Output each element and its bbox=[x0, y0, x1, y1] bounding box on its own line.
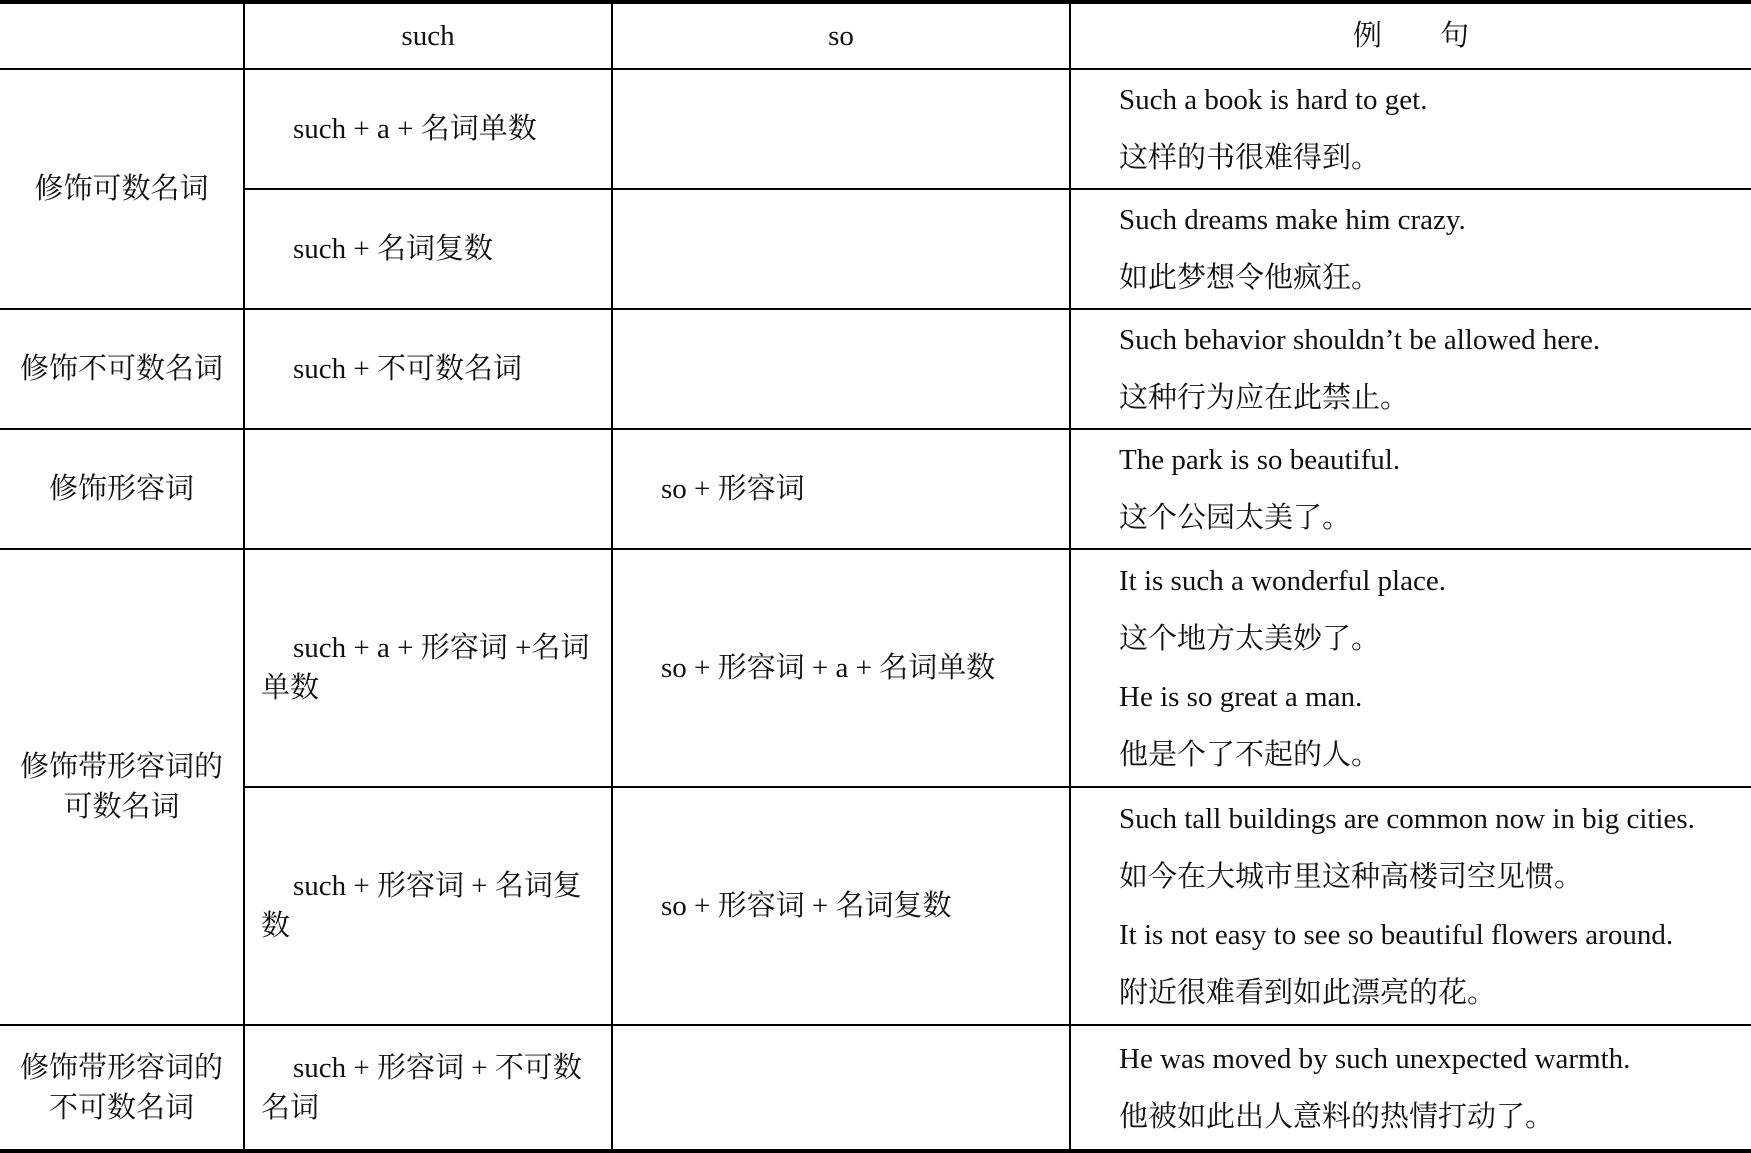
table-row bbox=[0, 309, 1751, 429]
row-label: 修饰带形容词的可数名词 bbox=[0, 549, 244, 1025]
table-row bbox=[0, 429, 1751, 549]
row-label: 修饰形容词 bbox=[0, 429, 244, 549]
so-form bbox=[612, 1025, 1070, 1151]
such-form: such + 形容词 + 不可数名词 bbox=[244, 1025, 612, 1151]
so-form: so + 形容词 + a + 名词单数 bbox=[612, 549, 1070, 787]
examples bbox=[1070, 429, 1751, 549]
so-form bbox=[612, 189, 1070, 309]
row-label: 修饰不可数名词 bbox=[0, 309, 244, 429]
example-en: It is such a wonderful place. bbox=[1119, 565, 1446, 597]
header-so: so bbox=[612, 2, 1070, 69]
header-row bbox=[0, 2, 1751, 69]
example-en: Such tall buildings are common now in big cities. bbox=[1119, 803, 1695, 835]
such-form: such + 名词复数 bbox=[244, 189, 612, 309]
table-row bbox=[0, 549, 1751, 787]
example-zh: 附近很难看到如此漂亮的花。 bbox=[1119, 977, 1497, 1009]
example-zh: 他是个了不起的人。 bbox=[1119, 739, 1381, 771]
example-en: The park is so beautiful. bbox=[1119, 444, 1401, 476]
header-such: such bbox=[244, 2, 612, 69]
such-form: such + 形容词 + 名词复数 bbox=[244, 787, 612, 1025]
so-form: so + 形容词 bbox=[612, 429, 1070, 549]
example-zh: 如此梦想令他疯狂。 bbox=[1119, 262, 1381, 294]
example-zh: 如今在大城市里这种高楼司空见惯。 bbox=[1119, 861, 1584, 893]
example-zh: 这样的书很难得到。 bbox=[1119, 142, 1381, 174]
such-form: such + a + 名词单数 bbox=[244, 69, 612, 189]
header-blank bbox=[0, 2, 244, 69]
table-row bbox=[0, 189, 1751, 309]
example-zh: 这种行为应在此禁止。 bbox=[1119, 382, 1410, 414]
table-row bbox=[0, 787, 1751, 1025]
example-zh: 这个地方太美妙了。 bbox=[1119, 623, 1381, 655]
example-en: Such a book is hard to get. bbox=[1119, 84, 1428, 116]
example-en: Such dreams make him crazy. bbox=[1119, 204, 1466, 236]
examples bbox=[1070, 309, 1751, 429]
examples bbox=[1070, 69, 1751, 189]
example-en: Such behavior shouldn’t be allowed here. bbox=[1119, 324, 1601, 356]
table-row bbox=[0, 69, 1751, 189]
row-label: 修饰带形容词的不可数名词 bbox=[0, 1025, 244, 1151]
so-form bbox=[612, 309, 1070, 429]
row-label: 修饰可数名词 bbox=[0, 69, 244, 309]
example-en: He is so great a man. bbox=[1119, 681, 1363, 713]
examples bbox=[1070, 1025, 1751, 1151]
examples bbox=[1070, 189, 1751, 309]
example-zh: 这个公园太美了。 bbox=[1119, 502, 1352, 534]
example-en: It is not easy to see so beautiful flowers around. bbox=[1119, 919, 1674, 951]
so-form: so + 形容词 + 名词复数 bbox=[612, 787, 1070, 1025]
header-examples: 例 句 bbox=[1070, 2, 1751, 69]
so-form bbox=[612, 69, 1070, 189]
example-en: He was moved by such unexpected warmth. bbox=[1119, 1042, 1631, 1075]
such-form: such + a + 形容词 +名词单数 bbox=[244, 549, 612, 787]
such-form bbox=[244, 429, 612, 549]
examples bbox=[1070, 549, 1751, 787]
example-zh: 他被如此出人意料的热情打动了。 bbox=[1119, 1100, 1555, 1133]
such-form: such + 不可数名词 bbox=[244, 309, 612, 429]
examples bbox=[1070, 787, 1751, 1025]
table-row bbox=[0, 1025, 1751, 1151]
